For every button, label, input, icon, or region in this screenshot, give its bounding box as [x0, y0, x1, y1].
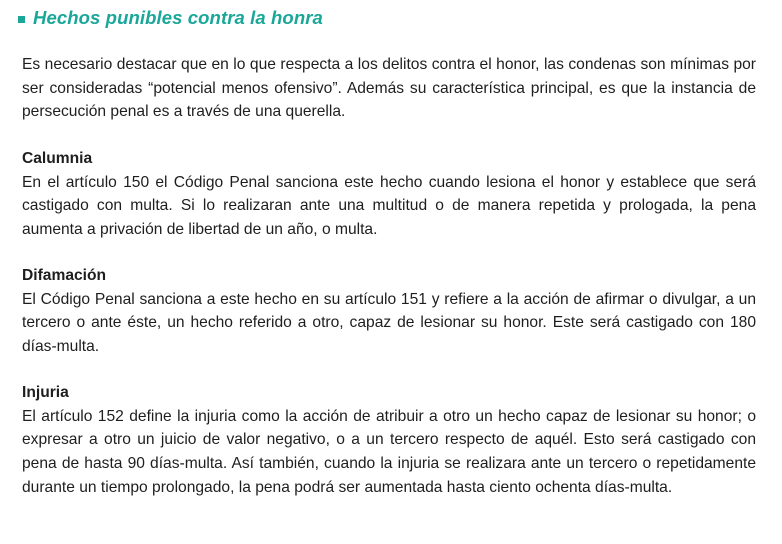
subsection-title: Calumnia	[22, 150, 93, 167]
intro-paragraph	[22, 53, 756, 124]
section-title: Hechos punibles contra la honra	[33, 7, 323, 28]
square-bullet-icon	[18, 16, 25, 23]
subsection-difamacion	[22, 264, 756, 359]
intro-text: Es necesario destacar que en lo que respecta a los delitos contra el honor, las condenas son mínimas por ser consideradas “potencial menos ofensivo”. Además su característica principal, es que la instancia de persecución penal es a través de una querella.	[22, 56, 756, 121]
subsection-body: En el artículo 150 el Código Penal sanciona este hecho cuando lesiona el honor y establece que será castigado con multa. Si lo realizaran ante una multitud o de manera repetida y prologada, la pena aumenta a privación de libertad de un año, o multa.	[22, 173, 756, 239]
subsection-calumnia	[22, 147, 756, 242]
subsection-body: El Código Penal sanciona a este hecho en su artículo 151 y refiere a la acción de afirmar o divulgar, a un tercero o ante éste, un hecho referido a otro, capaz de lesionar su honor. Este será castigado con 180 días-multa.	[22, 290, 756, 356]
subsection-title: Difamación	[22, 267, 107, 284]
section-heading	[18, 7, 323, 29]
subsection-injuria	[22, 381, 756, 500]
subsection-title: Injuria	[22, 384, 69, 401]
subsection-body: El artículo 152 define la injuria como la acción de atribuir a otro un hecho capaz de lesionar su honor; o expresar a otro un juicio de valor negativo, o a un tercero respecto de aquél. Esto será castigado con pena de hasta 90 días-multa. Así también, cuando la injuria se realizara ante un tercero o repetidamente durante un tiempo prolongado, la pena podrá ser aumentada hasta ciento ochenta días-multa.	[22, 407, 756, 496]
